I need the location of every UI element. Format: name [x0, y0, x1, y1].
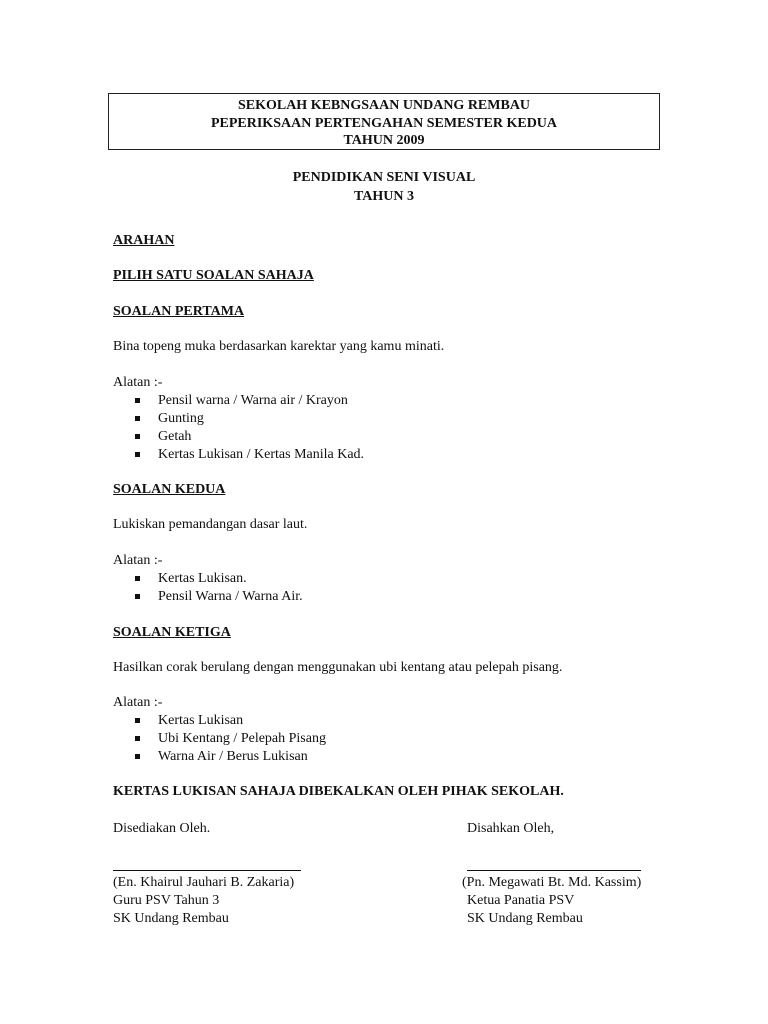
question-3-heading: SOALAN KETIGA — [113, 625, 231, 640]
list-item — [113, 428, 364, 446]
exam-title: PEPERIKSAAN PERTENGAHAN SEMESTER KEDUA — [210, 115, 558, 131]
question-1-tools-list — [113, 392, 364, 464]
list-item — [113, 446, 364, 464]
question-2-heading: SOALAN KEDUA — [113, 482, 226, 497]
question-3-text: Hasilkan corak berulang dengan menggunakan ubi kentang atau pelepah pisang. — [113, 660, 563, 675]
instructions-heading: ARAHAN — [113, 233, 175, 248]
bullet-icon — [135, 576, 140, 581]
tool-label: Gunting — [158, 411, 204, 426]
subject-name: PENDIDIKAN SENI VISUAL — [292, 170, 476, 185]
prepared-role: Guru PSV Tahun 3 — [113, 893, 220, 908]
bullet-icon — [135, 594, 140, 599]
question-3-tools-list — [113, 712, 326, 766]
prepared-by-label: Disediakan Oleh. — [113, 821, 211, 836]
subject-title-block — [108, 168, 660, 206]
prepared-school: SK Undang Rembau — [113, 911, 229, 926]
approved-school: SK Undang Rembau — [467, 911, 583, 926]
exam-year: TAHUN 2009 — [343, 133, 425, 148]
subject-level: TAHUN 3 — [353, 189, 415, 204]
list-item — [113, 730, 326, 748]
question-1-tools-label: Alatan :- — [113, 375, 163, 390]
bullet-icon — [135, 416, 140, 421]
tool-label: Pensil warna / Warna air / Krayon — [158, 393, 348, 408]
tool-label: Pensil Warna / Warna Air. — [158, 589, 303, 604]
bullet-icon — [135, 718, 140, 723]
tool-label: Warna Air / Berus Lukisan — [158, 749, 308, 764]
tool-label: Kertas Lukisan / Kertas Manila Kad. — [158, 447, 365, 462]
question-3-tools-label: Alatan :- — [113, 695, 163, 710]
question-1-text: Bina topeng muka berdasarkan karektar yang kamu minati. — [113, 339, 445, 354]
question-1-heading: SOALAN PERTAMA — [113, 304, 245, 319]
bullet-icon — [135, 452, 140, 457]
prepared-name: (En. Khairul Jauhari B. Zakaria) — [113, 875, 295, 890]
exam-header-box — [108, 93, 660, 150]
approved-signature-line — [467, 870, 641, 871]
approved-role: Ketua Panatia PSV — [467, 893, 575, 908]
question-2-text: Lukiskan pemandangan dasar laut. — [113, 517, 308, 532]
instructions-choose: PILIH SATU SOALAN SAHAJA — [113, 268, 314, 283]
prepared-by-block — [113, 874, 294, 928]
question-2-tools-label: Alatan :- — [113, 553, 163, 568]
approved-by-block — [462, 874, 641, 928]
supply-note: KERTAS LUKISAN SAHAJA DIBEKALKAN OLEH PIHAK SEKOLAH. — [113, 784, 564, 799]
prepared-signature-line — [113, 870, 301, 871]
tool-label: Kertas Lukisan. — [158, 571, 247, 586]
bullet-icon — [135, 754, 140, 759]
tool-label: Ubi Kentang / Pelepah Pisang — [158, 731, 326, 746]
bullet-icon — [135, 736, 140, 741]
list-item — [113, 588, 303, 606]
approved-name: (Pn. Megawati Bt. Md. Kassim) — [462, 875, 642, 890]
list-item — [113, 748, 326, 766]
school-name: SEKOLAH KEBNGSAAN UNDANG REMBAU — [237, 98, 531, 113]
tool-label: Getah — [158, 429, 192, 444]
tool-label: Kertas Lukisan — [158, 713, 244, 728]
question-2-tools-list — [113, 570, 303, 606]
bullet-icon — [135, 434, 140, 439]
list-item — [113, 712, 326, 730]
approved-by-label: Disahkan Oleh, — [467, 821, 555, 836]
list-item — [113, 410, 364, 428]
bullet-icon — [135, 398, 140, 403]
list-item — [113, 570, 303, 588]
list-item — [113, 392, 364, 410]
